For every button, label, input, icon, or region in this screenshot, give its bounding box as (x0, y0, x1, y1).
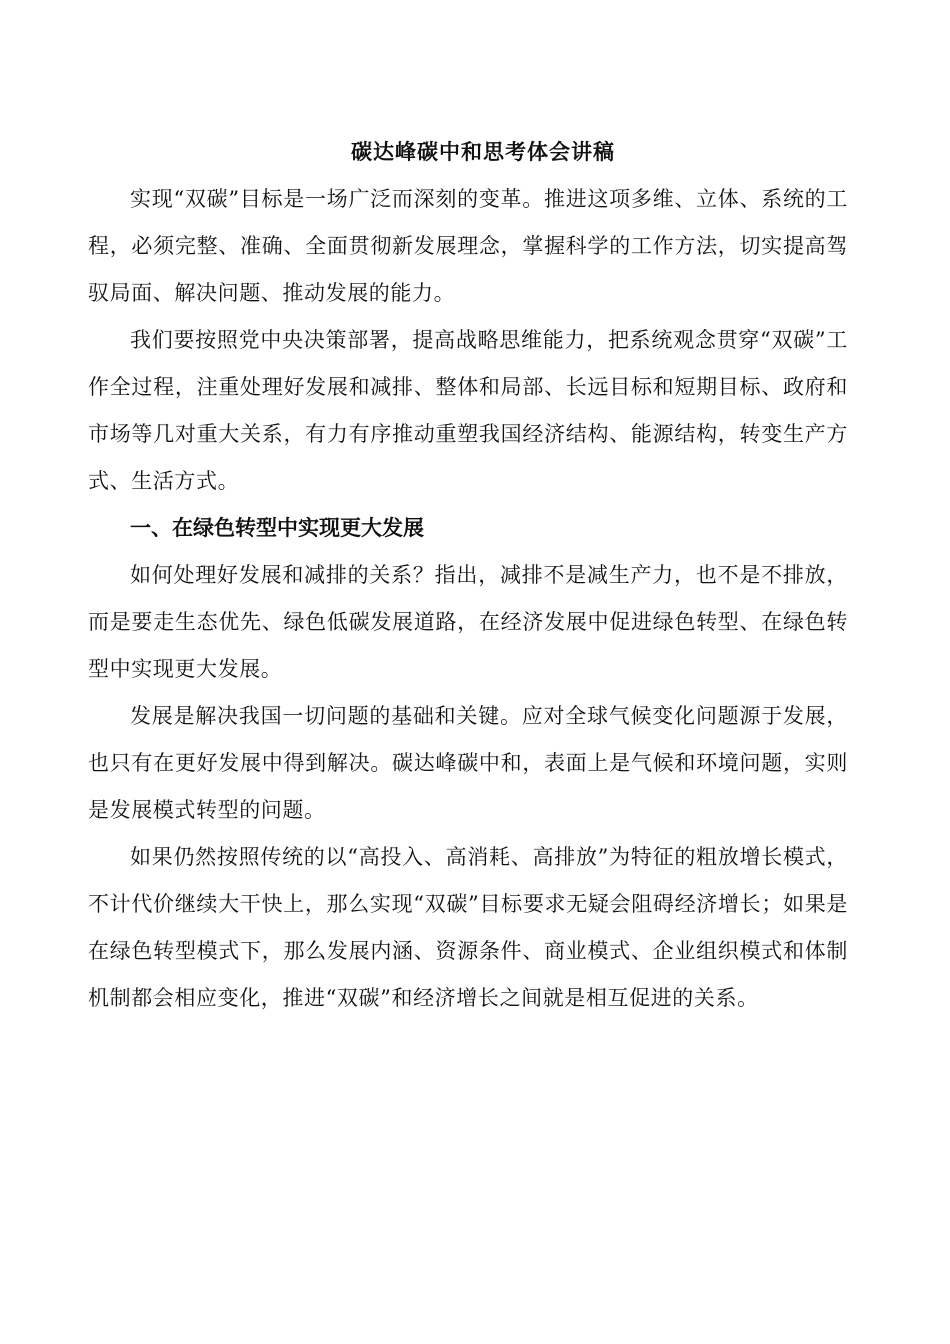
document-title: 碳达峰碳中和思考体会讲稿 (351, 139, 615, 164)
paragraph-5: 如果仍然按照传统的以“高投入、高消耗、高排放”为特征的粗放增长模式，不计代价继续大干快上，那么实现“双碳”目标要求无疑会阻碍经济增长；如果是在绿色转型模式下，那么发展内涵、资源条件、商业模式、企业组织模式和体制机制都会相应变化，推进“双碳”和经济增长之间就是相互促进的关系。 (88, 845, 848, 1010)
section-heading: 一、在绿色转型中实现更大发展 (130, 516, 424, 540)
document-page (88, 128, 848, 1022)
paragraph-2: 我们要按照党中央决策部署，提高战略思维能力，把系统观念贯穿“双碳”工作全过程，注重处理好发展和减排、整体和局部、长远目标和短期目标、政府和市场等几对重大关系，有力有序推动重塑我国经济结构、能源结构，转变生产方式、生活方式。 (88, 328, 848, 493)
paragraph-1: 实现“双碳”目标是一场广泛而深刻的变革。推进这项多维、立体、系统的工程，必须完整、准确、全面贯彻新发展理念，掌握科学的工作方法，切实提高驾驭局面、解决问题、推动发展的能力。 (88, 187, 848, 305)
paragraph-3: 如何处理好发展和减排的关系？指出，减排不是减生产力，也不是不排放，而是要走生态优先、绿色低碳发展道路，在经济发展中促进绿色转型、在绿色转型中实现更大发展。 (88, 563, 848, 681)
paragraph-4: 发展是解决我国一切问题的基础和关键。应对全球气候变化问题源于发展，也只有在更好发展中得到解决。碳达峰碳中和，表面上是气候和环境问题，实则是发展模式转型的问题。 (88, 704, 848, 822)
